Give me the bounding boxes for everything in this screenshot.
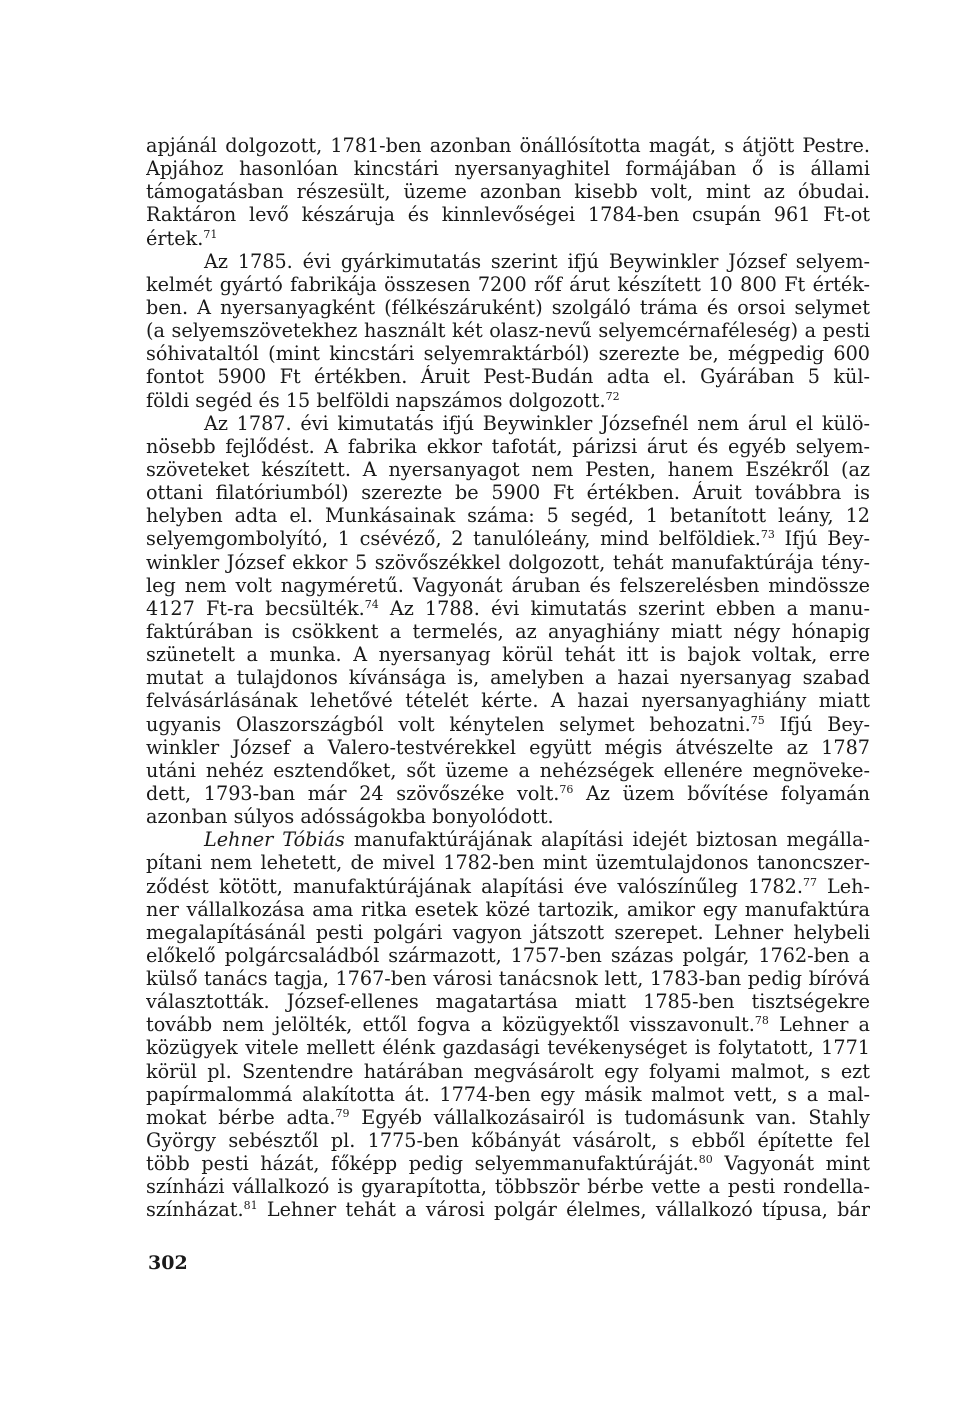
line-text: értek. (146, 226, 204, 250)
line-text-tail: Ifjú Bey- (774, 527, 870, 551)
footnote-ref: 80 (698, 1153, 713, 1167)
text-line (146, 736, 870, 759)
page-number: 302 (148, 1252, 188, 1274)
text-line (146, 666, 870, 689)
line-text: helyben adta el. Munkásainak száma: 5 segéd, 1 betanított leány, 12 (146, 504, 870, 528)
text-line (146, 713, 870, 736)
line-text-tail: Az 1788. évi kimutatás szerint ebben a manu- (378, 596, 870, 620)
line-text: színházat. (146, 1198, 244, 1222)
line-text: választották. József-ellenes magatartása miatt 1785-ben tisztségekre (146, 990, 870, 1014)
line-text: 4127 Ft-ra becsülték. (146, 596, 365, 620)
line-text: selyemgombolyító, 1 csévéző, 2 tanulóleány, mind belföldiek. (146, 527, 761, 551)
footnote-ref: 75 (750, 713, 765, 727)
text-line (146, 597, 870, 620)
text-line (146, 944, 870, 967)
line-text: Apjához hasonlóan kincstári nyersanyaghitel formájában ő is állami (146, 157, 870, 181)
line-text: (a selyemszövetekhez használt két olasz-nevű selyemcérnaféleség) a pesti (146, 319, 870, 343)
text-line (146, 898, 870, 921)
line-text: ződést kötött, manufaktúrájának alapítási éve valószínűleg 1782. (146, 874, 803, 898)
footnote-ref: 79 (335, 1106, 350, 1120)
line-text-tail: Egyéb vállalkozásairól is tudomásunk van. Stahly (349, 1105, 870, 1129)
text-line (146, 1129, 870, 1152)
line-text: közügyek vitele mellett élénk gazdasági tevékenységet is folytatott, 1771 (146, 1036, 870, 1060)
text-line (146, 1060, 870, 1083)
text-line (146, 157, 870, 180)
text-line (146, 759, 870, 782)
footnote-ref: 78 (754, 1014, 769, 1028)
text-line (146, 1036, 870, 1059)
line-text: külső tanács tagja, 1767-ben városi tanácsnok lett, 1783-ban pedig bíróvá (146, 967, 870, 991)
footnote-ref: 74 (364, 597, 379, 611)
line-text: kelmét gyártó fabrikája összesen 7200 rőf árut készített 10 800 Ft érték- (146, 272, 870, 296)
text-line (146, 458, 870, 481)
line-text: Raktáron levő készáruja és kinnlevőségei 1784-ben csupán 961 Ft-ot (146, 203, 870, 227)
text-line (146, 527, 870, 550)
text-line (146, 389, 870, 412)
line-text: előkelő polgárcsaládból származott, 1757-ben százas polgár, 1762-ben a (146, 943, 870, 967)
line-text-tail: Vagyonát mint (712, 1152, 870, 1176)
line-text: nösebb fejlődést. A fabrika ekkor tafotát, párizsi árut és egyéb selyem- (146, 434, 870, 458)
line-text: mutat a tulajdonos kívánsága is, amelyben a hazai nyersanyag szabad (146, 666, 870, 690)
text-line (146, 620, 870, 643)
body-text (146, 134, 870, 1222)
line-text: szöveteket készített. A nyersanyagot nem Pesten, hanem Eszékről (az (146, 457, 870, 481)
line-text-tail: Lehner tehát a városi polgár élelmes, vállalkozó típusa, bár (257, 1198, 870, 1222)
text-line (146, 1198, 870, 1221)
text-line (146, 365, 870, 388)
footnote-ref: 73 (760, 528, 775, 542)
line-text: ugyanis Olaszországból volt kénytelen selymet behozatni. (146, 712, 751, 736)
text-line (146, 574, 870, 597)
text-line (146, 227, 870, 250)
line-text: winkler József a Valero-testvérekkel együtt mégis átvészelte az 1787 (146, 735, 870, 759)
text-line (146, 273, 870, 296)
line-text-tail: Ifjú Bey- (764, 712, 870, 736)
line-text: színházi vállalkozó is gyarapította, többször bérbe vette a pesti rondella- (146, 1175, 870, 1199)
text-line (146, 319, 870, 342)
text-line (146, 689, 870, 712)
text-line (146, 1175, 870, 1198)
line-text: manufaktúrájának alapítási idejét biztosan megálla- (344, 828, 870, 852)
footnote-ref: 81 (243, 1199, 258, 1213)
text-line (146, 250, 870, 273)
line-text: mokat bérbe adta. (146, 1105, 336, 1129)
text-line (146, 504, 870, 527)
line-text: fontot 5900 Ft értékben. Áruit Pest-Budán adta el. Gyárában 5 kül- (146, 365, 870, 389)
text-line (146, 296, 870, 319)
line-text: apjánál dolgozott, 1781-ben azonban önállósította magát, s átjött Pestre. (146, 134, 870, 157)
line-text: támogatásban részesült, üzeme azonban kisebb volt, mint az óbudai. (146, 180, 870, 204)
line-text: utáni nehéz esztendőket, sőt üzeme a nehézségek ellenére megnöveke- (146, 758, 870, 782)
text-line (146, 782, 870, 805)
line-text-tail: Az üzem bővítése folyamán (573, 781, 870, 805)
footnote-ref: 76 (559, 782, 574, 796)
text-line (146, 990, 870, 1013)
line-text: dett, 1793-ban már 24 szövőszéke volt. (146, 781, 560, 805)
footnote-ref: 77 (802, 875, 817, 889)
text-line (146, 1106, 870, 1129)
text-line (146, 828, 870, 851)
text-line (146, 967, 870, 990)
text-line (146, 435, 870, 458)
line-text: ottani filatóriumból) szerezte be 5900 Ft értékben. Áruit továbbra is (146, 481, 870, 505)
line-text: több pesti házát, főképp pedig selyemmanufaktúráját. (146, 1152, 699, 1176)
line-text: tovább nem jelölték, ettől fogva a közügyektől visszavonult. (146, 1013, 755, 1037)
line-text: György sebésztől pl. 1775-ben kőbányát vásárolt, s ebből építette fel (146, 1129, 870, 1153)
text-line (146, 1152, 870, 1175)
line-text: winkler József ekkor 5 szövőszékkel dolgozott, tehát manufaktúrája tény- (146, 550, 870, 574)
line-text: körül pl. Szentendre határában megvásárolt egy folyami malmot, s ezt (146, 1059, 870, 1083)
line-text-tail: Lehner a (768, 1013, 870, 1037)
italic-name: Lehner Tóbiás (204, 828, 345, 852)
text-line (146, 875, 870, 898)
text-line (146, 1083, 870, 1106)
line-text: faktúrában is csökkent a termelés, az anyaghiány miatt négy hónapig (146, 619, 870, 643)
line-text-tail: Leh- (816, 874, 870, 898)
line-text: sóhivataltól (mint kincstári selyemraktárból) szerezte be, mégpedig 600 (146, 342, 870, 366)
line-text: azonban súlyos adósságokba bonyolódott. (146, 805, 554, 829)
line-text: Az 1787. évi kimutatás ifjú Beywinkler Józsefnél nem árul el külö- (204, 411, 870, 435)
footnote-ref: 72 (605, 389, 620, 403)
line-text: felvásárlásának lehetővé tételét kérte. A hazai nyersanyaghiány miatt (146, 689, 870, 713)
text-line (146, 643, 870, 666)
line-text: pítani nem lehetett, de mivel 1782-ben mint üzemtulajdonos tanoncszer- (146, 851, 870, 875)
text-line (146, 851, 870, 874)
line-text: szünetelt a munka. A nyersanyag körül tehát itt is bajok voltak, erre (146, 643, 870, 667)
text-line (146, 180, 870, 203)
text-line (146, 412, 870, 435)
text-line (146, 134, 870, 157)
text-line (146, 1013, 870, 1036)
line-text: megalapításánál pesti polgári vagyon játszott szerepet. Lehner helybeli (146, 920, 870, 944)
line-text: leg nem volt nagyméretű. Vagyonát áruban és felszerelésben mindössze (146, 573, 870, 597)
line-text: földi segéd és 15 belföldi napszámos dolgozott. (146, 388, 606, 412)
line-text: ner vállalkozása ama ritka esetek közé tartozik, amikor egy manufaktúra (146, 897, 870, 921)
text-line (146, 203, 870, 226)
line-text: papírmalommá alakította át. 1774-ben egy másik malmot vett, s a mal- (146, 1082, 870, 1106)
line-text: Az 1785. évi gyárkimutatás szerint ifjú Beywinkler József selyem- (204, 249, 870, 273)
text-line (146, 551, 870, 574)
text-line (146, 805, 870, 828)
text-line (146, 342, 870, 365)
line-text: ben. A nyersanyagként (félkészáruként) szolgáló tráma és orsoi selymet (146, 295, 870, 319)
footnote-ref: 71 (203, 227, 218, 241)
text-line (146, 921, 870, 944)
text-line (146, 481, 870, 504)
